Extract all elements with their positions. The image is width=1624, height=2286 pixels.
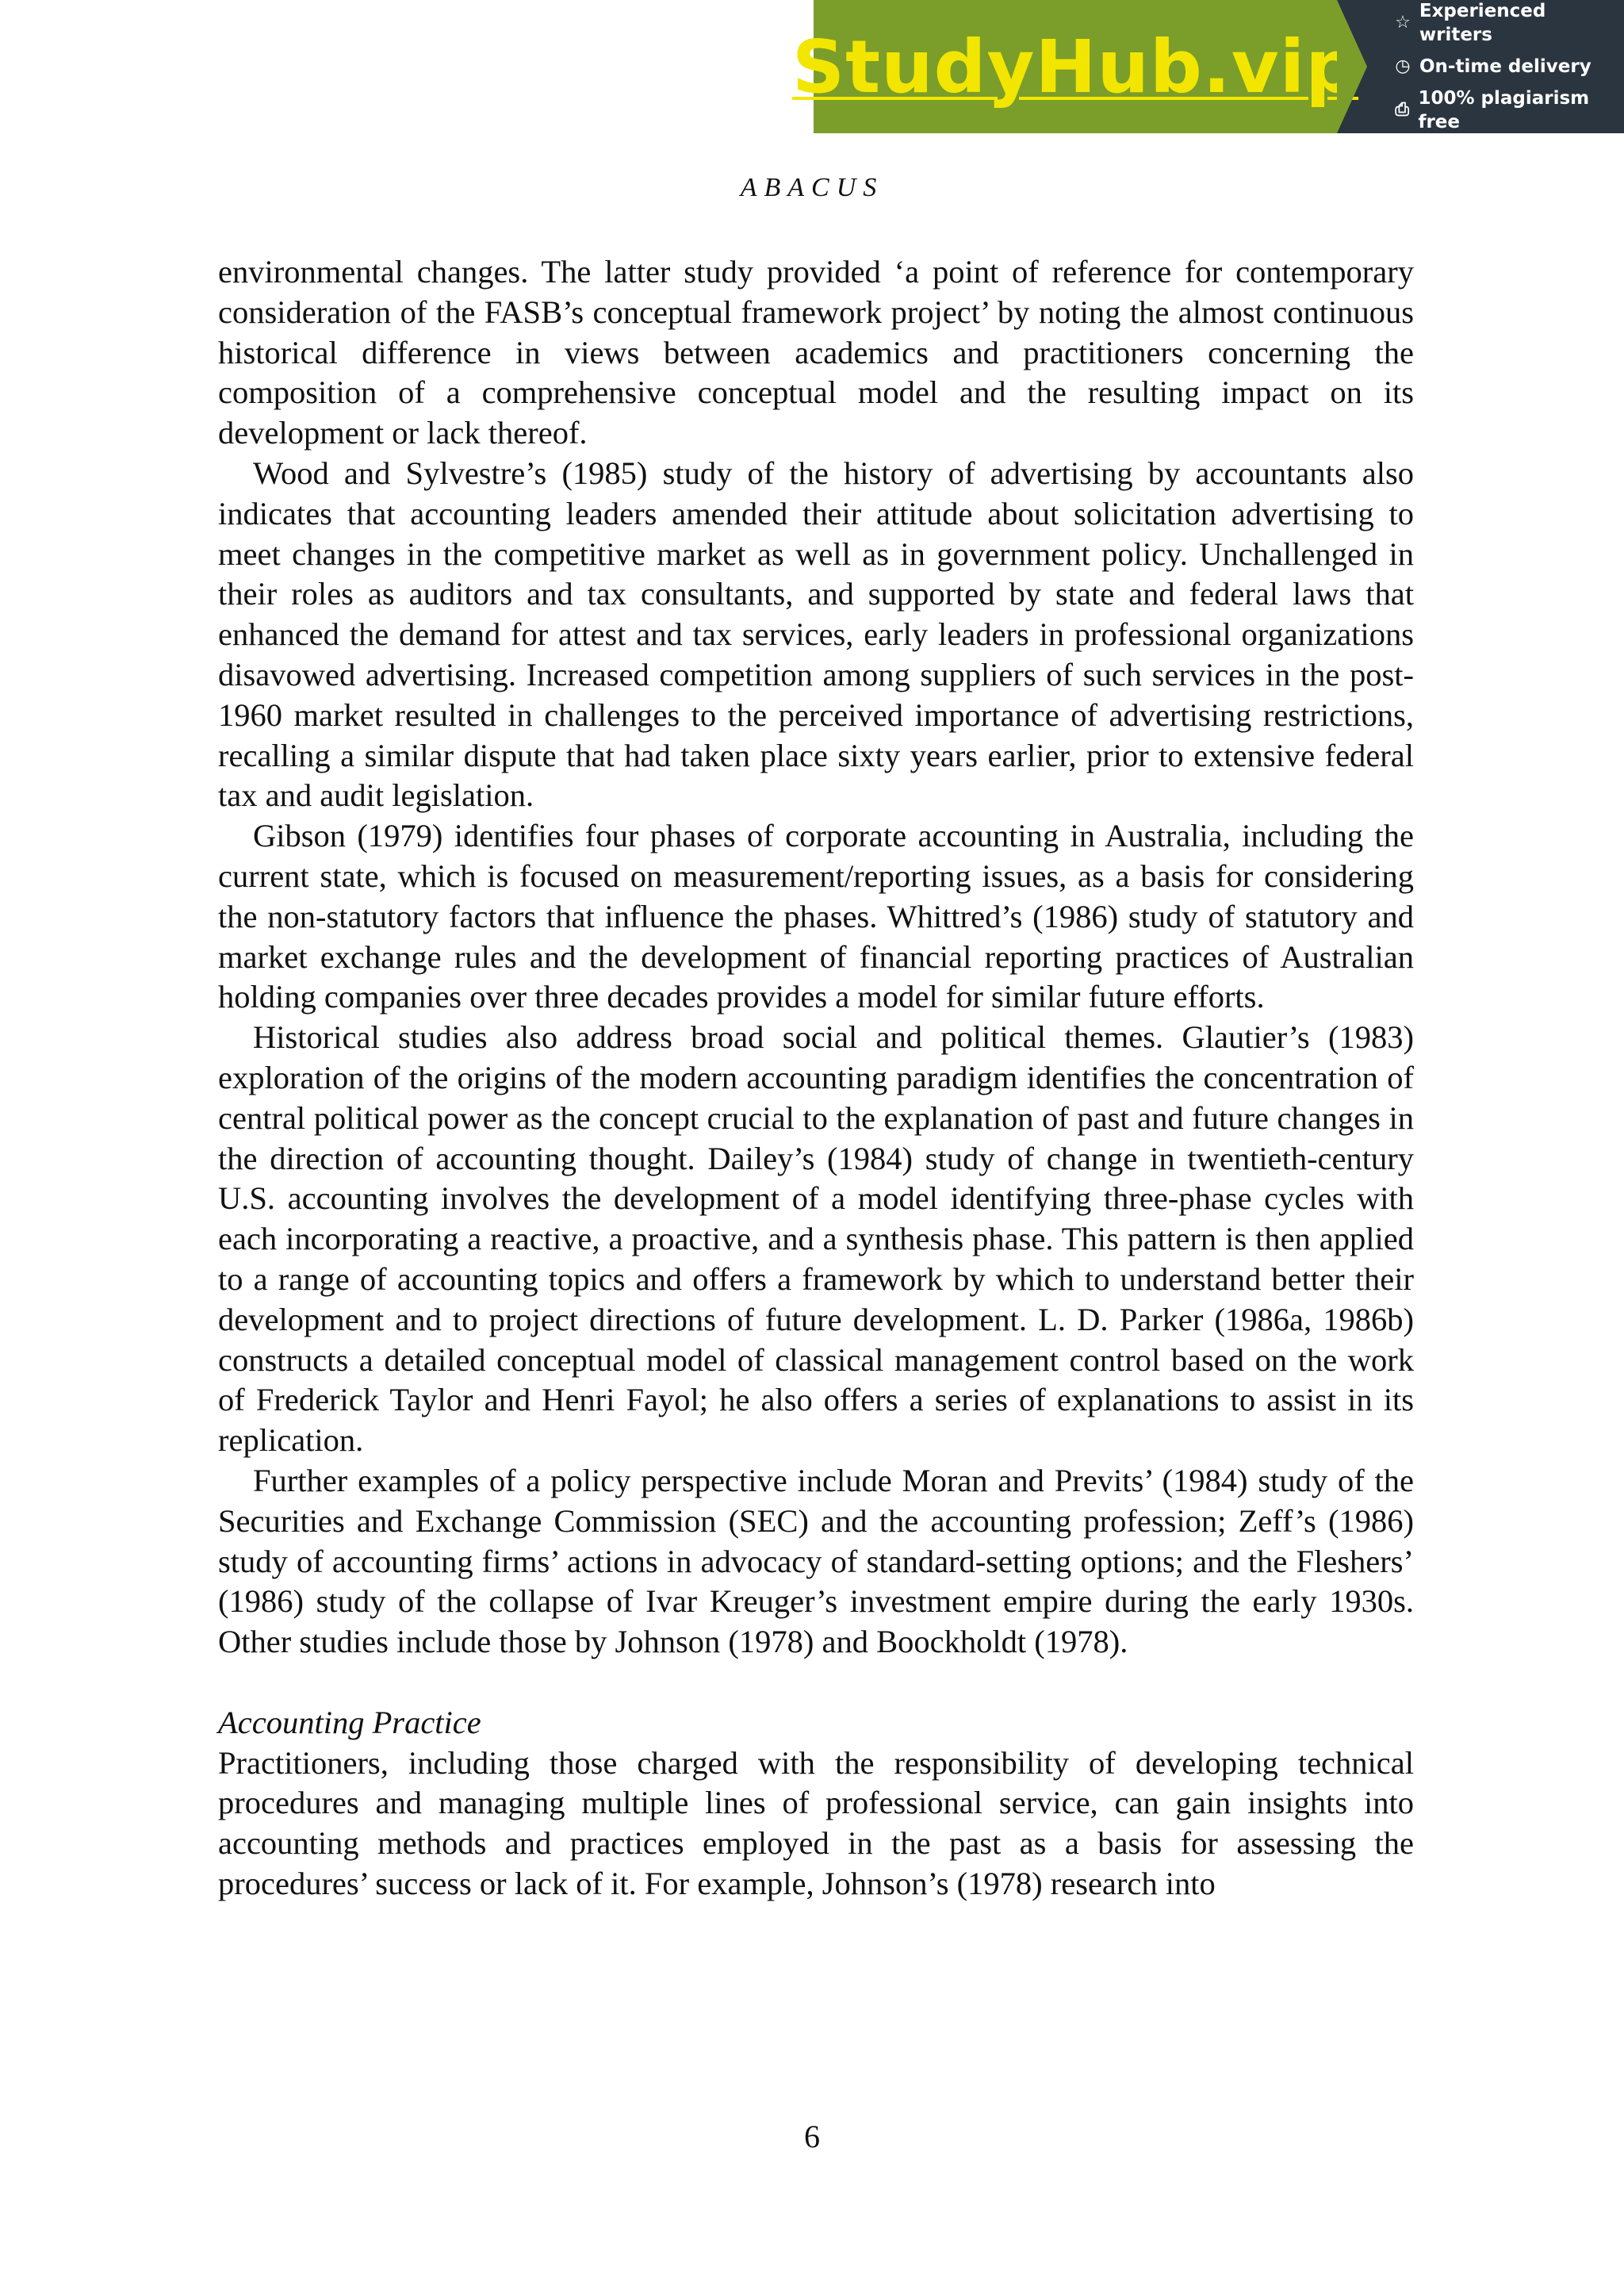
- running-head: ABACUS: [740, 173, 884, 202]
- body-paragraph: Further examples of a policy perspective include Moran and Previts’ (1984) study of the Securities and Exchange Commission (SEC) and the accounting profession; Zeff’s (1986) study of accounting firms’ actions in advocacy of standard-setting options; and the Fleshers’ (1986) study of the collapse of Ivar Kreuger’s investment empire during the early 1930s. Other studies include those by Johnson (1978) and Boockholdt (1978).: [218, 1462, 1414, 1660]
- clock-icon: ◷: [1395, 56, 1411, 76]
- page-body: [218, 252, 1414, 1904]
- feature-experienced-writers: [1392, 0, 1624, 47]
- page-number: 6: [804, 2119, 820, 2154]
- star-icon: ☆: [1395, 13, 1411, 33]
- body-paragraph: Historical studies also address broad social and political themes. Glautier’s (1983) exploration of the origins of the modern accounting paradigm identifies the concentration of central political power as the concept crucial to the explanation of past and future changes in the direction of accounting thought. Dailey’s (1984) study of change in twentieth-century U.S. accounting involves the development of a model identifying three-phase cycles with each incorporating a reactive, a proactive, and a synthesis phase. This pattern is then applied to a range of accounting topics and offers a framework by which to understand better their development and to project directions of future development. L. D. Parker (1986a, 1986b) constructs a detailed conceptual model of classical management control based on the work of Frederick Taylor and Henri Fayol; he also offers a series of explanations to assist in its replication.: [218, 1019, 1414, 1459]
- body-paragraph: Gibson (1979) identifies four phases of corporate accounting in Australia, including the current state, which is focused on measurement/reporting issues, as a basis for considering the non-statutory factors that influence the phases. Whittred’s (1986) study of statutory and market exchange rules and the development of financial reporting practices of Australian holding companies over three decades provides a model for similar future efforts.: [218, 818, 1414, 1015]
- studyhub-logo-text: StudyHub.vip: [791, 24, 1359, 109]
- feature-label: 100% plagiarism free: [1418, 88, 1590, 132]
- studyhub-logo[interactable]: [791, 0, 1359, 133]
- banner-feature-list: [1337, 0, 1624, 133]
- feature-on-time-delivery: [1392, 55, 1624, 79]
- body-paragraph: environmental changes. The latter study provided ‘a point of reference for contemporary consideration of the FASB’s conceptual framework project’ by noting the almost continuous historical difference in views between academics and practitioners concerning the composition of a comprehensive conceptual model and the resulting impact on its development or lack thereof.: [218, 254, 1414, 451]
- feature-label: On-time delivery: [1419, 56, 1591, 77]
- body-paragraph: Practitioners, including those charged with the responsibility of developing technical procedures and managing multiple lines of professional service, can gain insights into accounting methods and practices employed in the past as a basis for assessing the procedures’ success or lack of it. For example, Johnson’s (1978) research into: [218, 1744, 1414, 1902]
- studyhub-banner[interactable]: [791, 0, 1624, 133]
- document-icon: ⎙: [1395, 100, 1410, 120]
- body-paragraph: Wood and Sylvestre’s (1985) study of the history of advertising by accountants also indicates that accounting leaders amended their attitude about solicitation advertising to meet changes in the competitive market as well as in government policy. Unchallenged in their roles as auditors and tax consultants, and supported by state and federal laws that enhanced the demand for attest and tax services, early leaders in professional organizations disavowed advertising. Increased competition among suppliers of such services in the post-1960 market resulted in challenges to the perceived importance of advertising restrictions, recalling a similar dispute that had taken place sixty years earlier, prior to extensive federal tax and audit legislation.: [218, 455, 1414, 814]
- feature-plagiarism-free: [1392, 86, 1624, 134]
- feature-label: Experienced writers: [1419, 1, 1546, 45]
- section-heading: Accounting Practice: [218, 1704, 481, 1740]
